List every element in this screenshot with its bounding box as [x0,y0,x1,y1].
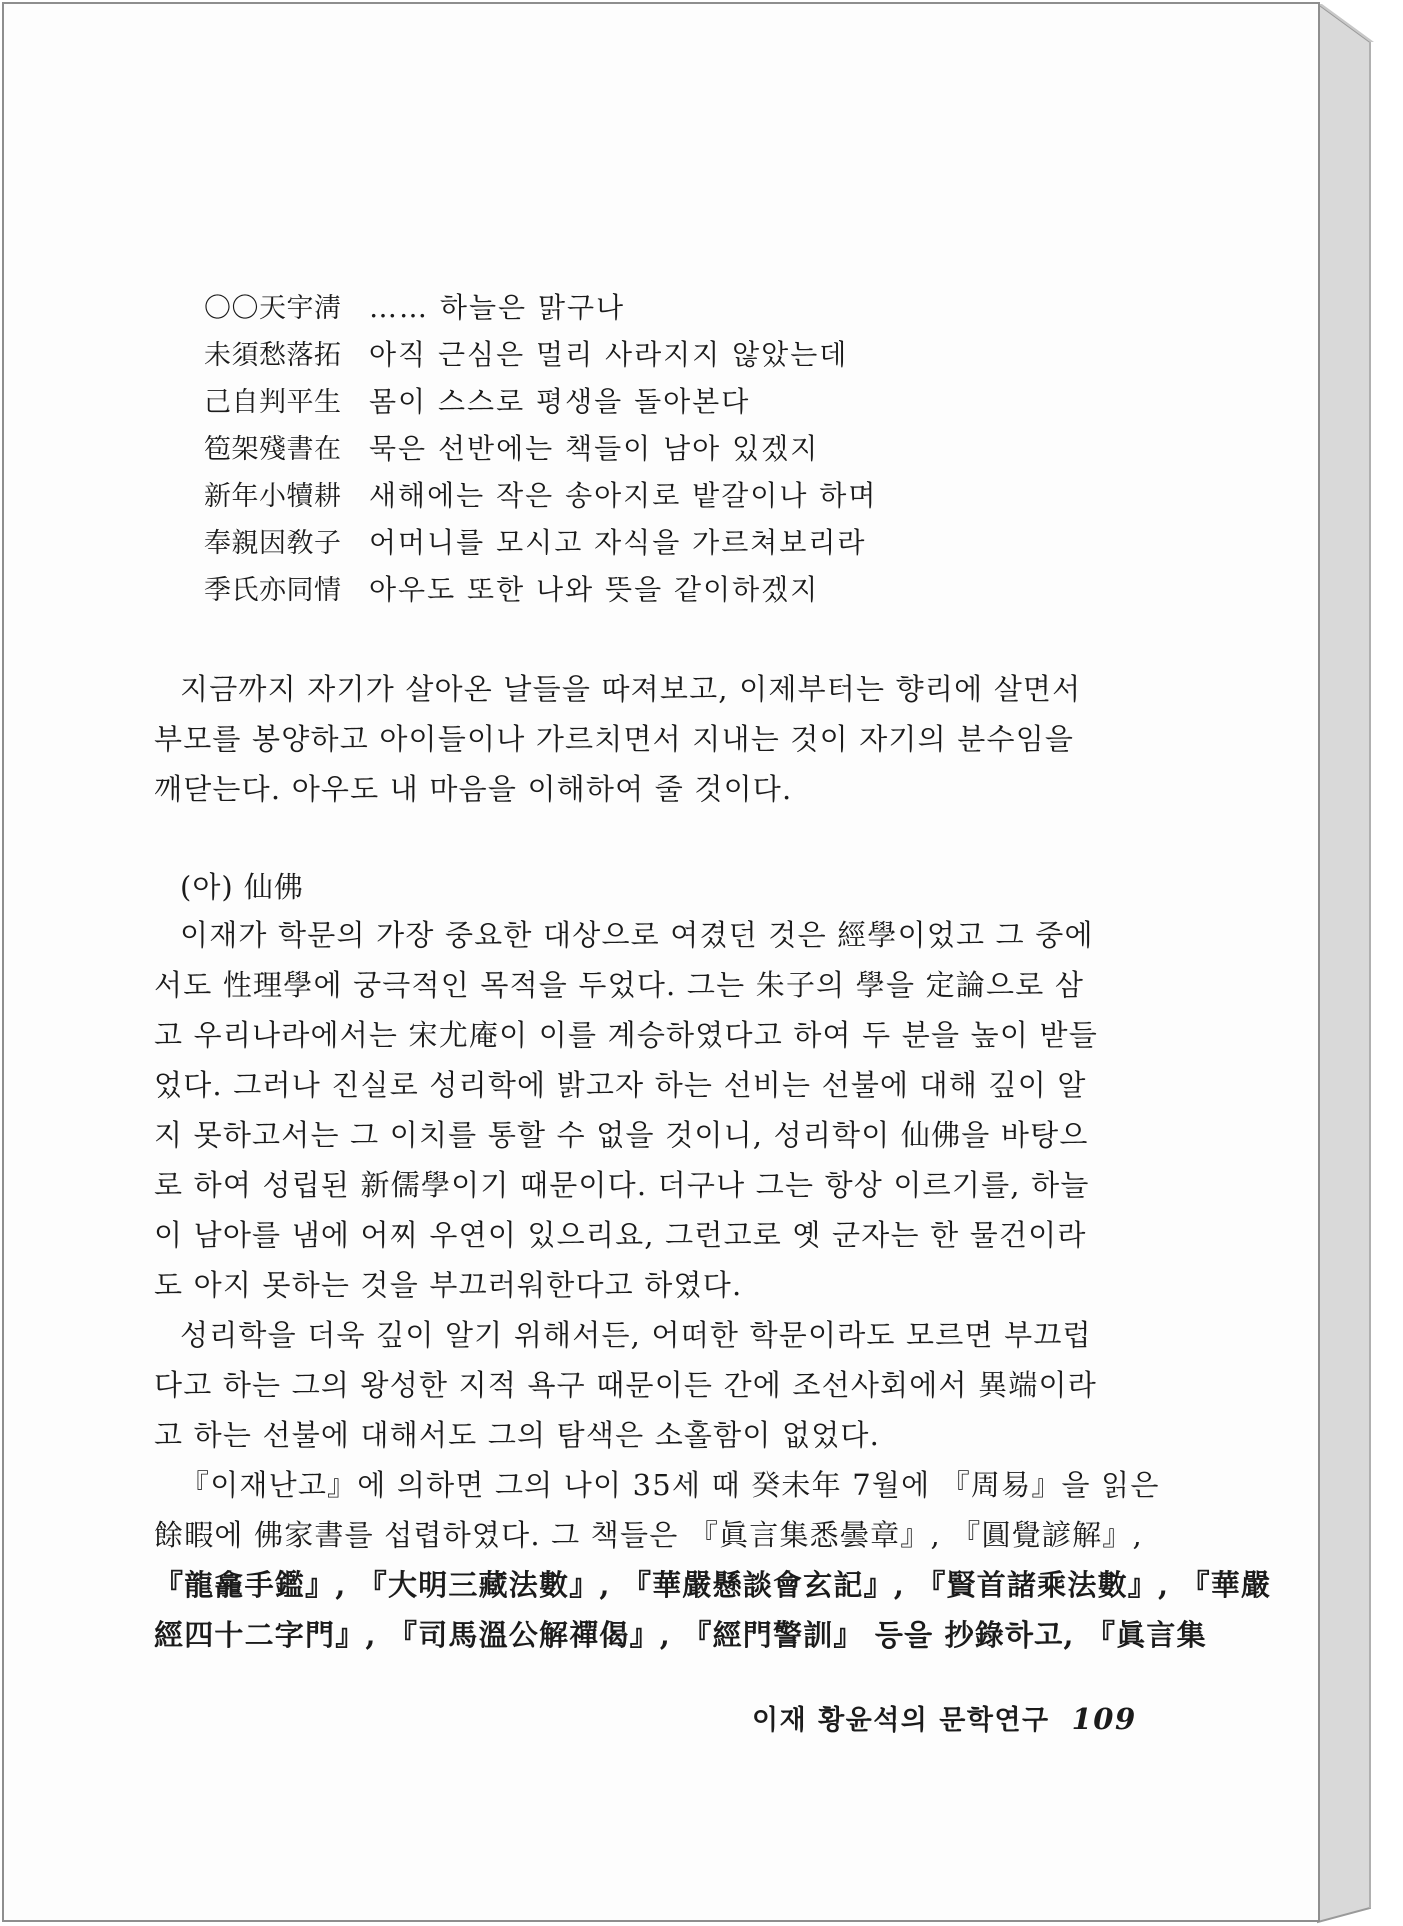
poem-line [204,376,1204,423]
poem-korean-translation: …… 하늘은 맑구나 [369,290,626,324]
text-line: 로 하여 성립된 新儒學이기 때문이다. 더구나 그는 항상 이르기를, 하늘 [154,1168,1090,1202]
poem-chinese-text: 笣架殘書在 [204,434,342,465]
poem-chinese-text: 己自判平生 [204,387,342,418]
poem-korean-translation: 아직 근심은 멀리 사라지지 않았는데 [369,337,849,371]
text-line: 부모를 봉양하고 아이들이나 가르치면서 지내는 것이 자기의 분수임을 [154,722,1075,756]
text-line: 이 남아를 냄에 어찌 우연이 있으리요, 그런고로 옛 군자는 한 물건이라 [154,1218,1087,1252]
poem-line [204,470,1204,517]
body-paragraph [154,910,1134,1310]
page-number: 109 [1071,1702,1137,1736]
summary-paragraph [154,664,1134,814]
poem-block [204,282,1204,611]
text-line: 다고 하는 그의 왕성한 지적 욕구 때문이든 간에 조선사회에서 異端이라 [154,1368,1097,1402]
poem-korean-translation: 몸이 스스로 평생을 돌아본다 [369,384,751,418]
text-line: 고 하는 선불에 대해서도 그의 탐색은 소홀함이 없었다. [154,1418,881,1452]
body-paragraph [154,1460,1272,1660]
poem-line [204,564,1204,611]
poem-line [204,517,1204,564]
poem-line [204,329,1204,376]
poem-chinese-text: 季氏亦同情 [204,575,342,606]
text-line: 지 못하고서는 그 이치를 통할 수 없을 것이니, 성리학이 仙佛을 바탕으 [154,1118,1089,1152]
text-line: 었다. 그러나 진실로 성리학에 밝고자 하는 선비는 선불에 대해 깊이 알 [154,1068,1087,1102]
poem-korean-translation: 아우도 또한 나와 뜻을 같이하겠지 [369,572,820,606]
poem-chinese-text: 奉親因敎子 [204,528,342,559]
poem-line [204,282,1204,329]
poem-chinese-text: 新年小犢耕 [204,481,342,512]
text-line: 서도 性理學에 궁극적인 목적을 두었다. 그는 朱子의 學을 定論으로 삼 [154,968,1085,1002]
text-line: 지금까지 자기가 살아온 날들을 따져보고, 이제부터는 향리에 살면서 [180,672,1082,706]
poem-korean-translation: 어머니를 모시고 자식을 가르쳐보리라 [369,525,867,559]
text-line: 도 아지 못하는 것을 부끄러워한다고 하였다. [154,1268,743,1302]
poem-korean-translation: 새해에는 작은 송아지로 밭갈이나 하며 [369,478,878,512]
poem-line [204,423,1204,470]
body-paragraph [154,1310,1134,1460]
page-footer [752,1698,1137,1737]
poem-korean-translation: 묵은 선반에는 책들이 남아 있겠지 [369,431,820,465]
text-line: 餘暇에 佛家書를 섭렵하였다. 그 책들은 『眞言集悉曇章』, 『圓覺諺解』, [154,1518,1143,1552]
book-page [2,2,1320,1922]
poem-chinese-text: 〇〇天宇淸 [204,293,342,324]
text-line: 이재가 학문의 가장 중요한 대상으로 여겼던 것은 經學이었고 그 중에 [180,918,1094,952]
text-line: 『龍龕手鑑』, 『大明三藏法數』, 『華嚴懸談會玄記』, 『賢首諸乘法數』, 『華嚴 [154,1568,1272,1602]
text-line: 『이재난고』에 의하면 그의 나이 35세 때 癸未年 7월에 『周易』을 읽은 [180,1468,1160,1502]
text-line: 성리학을 더욱 깊이 알기 위해서든, 어떠한 학문이라도 모르면 부끄럽 [180,1318,1092,1352]
section-heading: (아) 仙佛 [180,870,304,904]
text-line: 經四十二字門』, 『司馬溫公解禪偈』, 『經門警訓』 등을 抄錄하고, 『眞言集 [154,1618,1207,1652]
poem-chinese-text: 未須愁落拓 [204,340,342,371]
text-line: 깨닫는다. 아우도 내 마음을 이해하여 줄 것이다. [154,772,793,806]
running-title: 이재 황윤석의 문학연구 [752,1705,1050,1736]
text-line: 고 우리나라에서는 宋尤庵이 이를 계승하였다고 하여 두 분을 높이 받들 [154,1018,1098,1052]
